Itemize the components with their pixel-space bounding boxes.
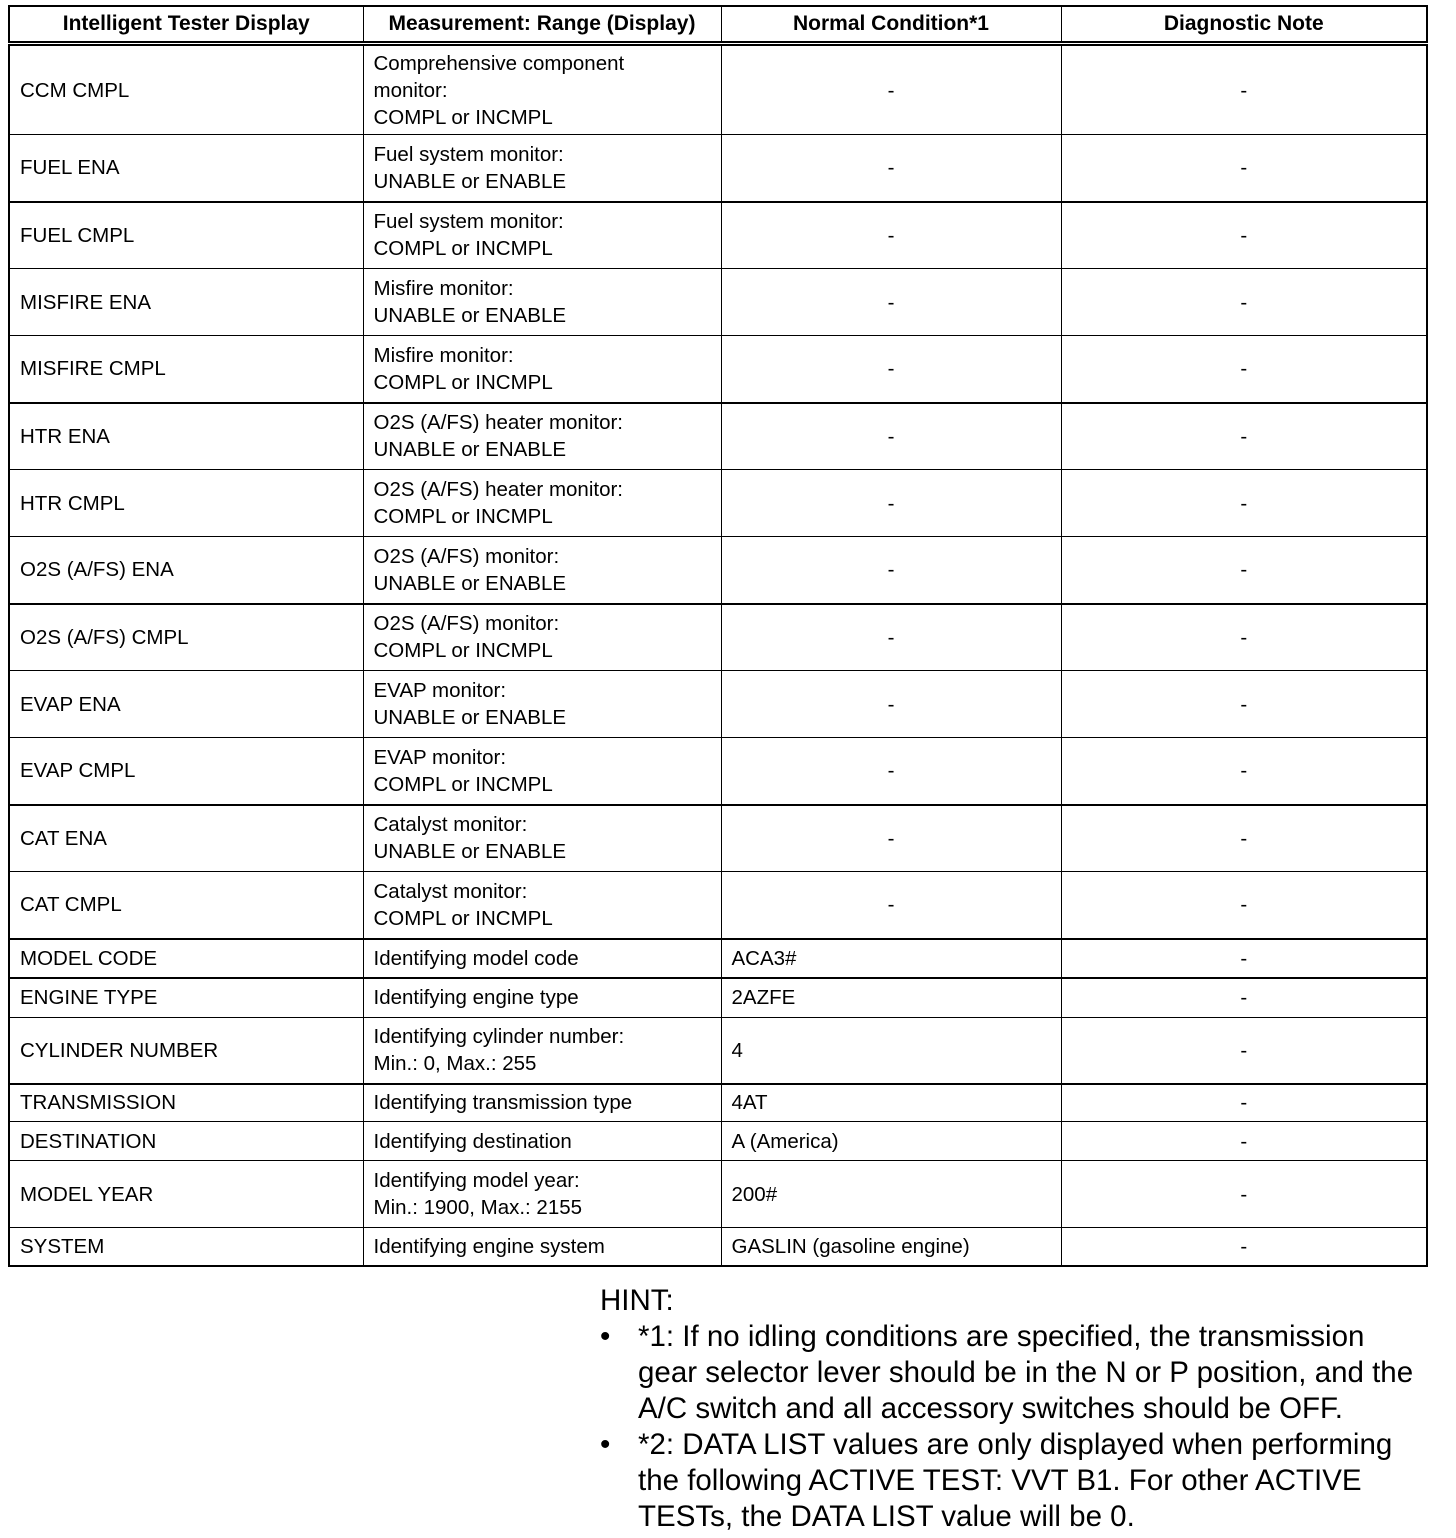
cell-normal-condition: - [721, 135, 1061, 202]
cell-tester-display: CCM CMPL [9, 44, 363, 135]
cell-tester-display: EVAP CMPL [9, 738, 363, 805]
cell-normal-condition: 4AT [721, 1084, 1061, 1122]
cell-normal-condition: - [721, 44, 1061, 135]
table-row [9, 604, 1427, 671]
table-row [9, 44, 1427, 135]
header-diagnostic-note: Diagnostic Note [1061, 6, 1427, 44]
cell-tester-display: SYSTEM [9, 1228, 363, 1266]
cell-tester-display: FUEL ENA [9, 135, 363, 202]
cell-diagnostic-note: - [1061, 336, 1427, 403]
cell-diagnostic-note: - [1061, 403, 1427, 470]
header-normal-condition: Normal Condition*1 [721, 6, 1061, 44]
hint-list [600, 1319, 1430, 1535]
table-row [9, 671, 1427, 738]
header-measurement-range: Measurement: Range (Display) [363, 6, 721, 44]
cell-diagnostic-note: - [1061, 537, 1427, 604]
measurement-line: UNABLE or ENABLE [373, 169, 567, 193]
cell-diagnostic-note: - [1061, 1018, 1427, 1084]
data-list-table [8, 5, 1428, 1267]
cell-measurement-range [363, 537, 721, 604]
measurement-line: COMPL or INCMPL [373, 370, 553, 394]
measurement-line: UNABLE or ENABLE [373, 438, 567, 462]
bullet-icon: • [600, 1320, 611, 1353]
cell-measurement-range [363, 269, 721, 336]
table-row [9, 1122, 1427, 1161]
measurement-line: UNABLE or ENABLE [373, 304, 567, 327]
measurement-line: Identifying destination [373, 1129, 572, 1153]
cell-measurement-range [363, 44, 721, 135]
cell-diagnostic-note: - [1061, 805, 1427, 872]
cell-measurement-range [363, 872, 721, 939]
table-row [9, 135, 1427, 202]
cell-diagnostic-note: - [1061, 604, 1427, 671]
cell-measurement-range [363, 604, 721, 671]
cell-normal-condition: - [721, 336, 1061, 403]
table-row [9, 1084, 1427, 1122]
cell-measurement-range [363, 202, 721, 269]
measurement-line: UNABLE or ENABLE [373, 840, 567, 864]
cell-measurement-range [363, 336, 721, 403]
measurement-line: EVAP monitor: [373, 745, 507, 769]
cell-tester-display: O2S (A/FS) CMPL [9, 604, 363, 671]
cell-tester-display: MODEL YEAR [9, 1161, 363, 1228]
cell-normal-condition: - [721, 604, 1061, 671]
table-row [9, 872, 1427, 939]
cell-measurement-range [363, 135, 721, 202]
hint-item [600, 1319, 1430, 1427]
measurement-line: COMPL or INCMPL [373, 906, 553, 930]
cell-measurement-range [363, 1018, 721, 1084]
measurement-line: COMPL or INCMPL [373, 105, 553, 129]
cell-tester-display: ENGINE TYPE [9, 978, 363, 1018]
table-row [9, 202, 1427, 269]
measurement-line: Misfire monitor: [373, 343, 514, 367]
measurement-line: UNABLE or ENABLE [373, 571, 567, 595]
cell-normal-condition: - [721, 872, 1061, 939]
hint-section [600, 1283, 1430, 1535]
cell-measurement-range [363, 1084, 721, 1122]
measurement-line: O2S (A/FS) heater monitor: [373, 411, 624, 435]
measurement-line: COMPL or INCMPL [373, 505, 553, 528]
cell-normal-condition: - [721, 537, 1061, 604]
cell-measurement-range [363, 978, 721, 1018]
table-row [9, 1228, 1427, 1266]
measurement-line: Fuel system monitor: [373, 142, 564, 166]
cell-normal-condition: - [721, 269, 1061, 336]
hint-item [600, 1427, 1430, 1535]
measurement-line: COMPL or INCMPL [373, 772, 553, 796]
cell-diagnostic-note: - [1061, 135, 1427, 202]
cell-normal-condition: 200# [721, 1161, 1061, 1228]
cell-normal-condition: - [721, 470, 1061, 537]
measurement-line: O2S (A/FS) heater monitor: [373, 478, 624, 501]
hint-item-text: *1: If no idling conditions are specified, the transmission gear selector lever should be in the N or P position, and the A/C switch and all accessory switches should be OFF. [638, 1320, 1414, 1425]
measurement-line: UNABLE or ENABLE [373, 706, 567, 729]
measurement-line: Catalyst monitor: [373, 813, 528, 837]
cell-measurement-range [363, 1122, 721, 1161]
cell-tester-display: HTR CMPL [9, 470, 363, 537]
measurement-line: Identifying engine system [373, 1234, 605, 1258]
table-row [9, 805, 1427, 872]
cell-measurement-range [363, 805, 721, 872]
cell-normal-condition: - [721, 805, 1061, 872]
measurement-line: Fuel system monitor: [373, 210, 564, 234]
cell-normal-condition: 4 [721, 1018, 1061, 1084]
measurement-line: EVAP monitor: [373, 679, 507, 702]
cell-diagnostic-note: - [1061, 872, 1427, 939]
cell-diagnostic-note: - [1061, 939, 1427, 978]
table-row [9, 403, 1427, 470]
cell-measurement-range [363, 1228, 721, 1266]
measurement-line: O2S (A/FS) monitor: [373, 612, 560, 636]
bullet-icon: • [600, 1428, 611, 1461]
measurement-line: Catalyst monitor: [373, 879, 528, 903]
cell-normal-condition: - [721, 738, 1061, 805]
measurement-line: Comprehensive component [373, 51, 625, 75]
measurement-line: Min.: 0, Max.: 255 [373, 1052, 537, 1076]
cell-normal-condition: - [721, 202, 1061, 269]
measurement-line: monitor: [373, 78, 448, 102]
cell-tester-display: MISFIRE ENA [9, 269, 363, 336]
measurement-line: Identifying cylinder number: [373, 1025, 625, 1049]
cell-normal-condition: GASLIN (gasoline engine) [721, 1228, 1061, 1266]
measurement-line: Identifying model code [373, 946, 579, 970]
cell-diagnostic-note: - [1061, 738, 1427, 805]
table-row [9, 1161, 1427, 1228]
cell-diagnostic-note: - [1061, 1084, 1427, 1122]
measurement-line: Identifying transmission type [373, 1091, 633, 1115]
cell-tester-display: MISFIRE CMPL [9, 336, 363, 403]
cell-measurement-range [363, 671, 721, 738]
cell-measurement-range [363, 403, 721, 470]
table-row [9, 939, 1427, 978]
cell-measurement-range [363, 738, 721, 805]
cell-diagnostic-note: - [1061, 202, 1427, 269]
table-header-row [9, 6, 1427, 44]
cell-diagnostic-note: - [1061, 671, 1427, 738]
cell-diagnostic-note: - [1061, 470, 1427, 537]
cell-tester-display: DESTINATION [9, 1122, 363, 1161]
table-row [9, 738, 1427, 805]
cell-tester-display: FUEL CMPL [9, 202, 363, 269]
measurement-line: COMPL or INCMPL [373, 639, 553, 663]
measurement-line: Identifying engine type [373, 986, 579, 1010]
table-body [9, 44, 1427, 1266]
table-row [9, 336, 1427, 403]
measurement-line: O2S (A/FS) monitor: [373, 544, 560, 568]
cell-measurement-range [363, 939, 721, 978]
cell-normal-condition: ACA3# [721, 939, 1061, 978]
cell-diagnostic-note: - [1061, 1122, 1427, 1161]
cell-tester-display: CAT CMPL [9, 872, 363, 939]
cell-normal-condition: - [721, 671, 1061, 738]
cell-tester-display: TRANSMISSION [9, 1084, 363, 1122]
cell-tester-display: O2S (A/FS) ENA [9, 537, 363, 604]
table-row [9, 978, 1427, 1018]
cell-tester-display: CYLINDER NUMBER [9, 1018, 363, 1084]
measurement-line: COMPL or INCMPL [373, 237, 553, 261]
table-row [9, 470, 1427, 537]
cell-diagnostic-note: - [1061, 978, 1427, 1018]
cell-normal-condition: A (America) [721, 1122, 1061, 1161]
cell-diagnostic-note: - [1061, 1228, 1427, 1266]
table-row [9, 537, 1427, 604]
cell-diagnostic-note: - [1061, 44, 1427, 135]
table-row [9, 1018, 1427, 1084]
hint-item-text: *2: DATA LIST values are only displayed when performing the following ACTIVE TEST: VVT B1. For other ACTIVE TESTs, the DATA LIST value will be 0. [638, 1428, 1393, 1533]
cell-tester-display: MODEL CODE [9, 939, 363, 978]
table-row [9, 269, 1427, 336]
cell-normal-condition: 2AZFE [721, 978, 1061, 1018]
cell-tester-display: EVAP ENA [9, 671, 363, 738]
header-tester-display: Intelligent Tester Display [9, 6, 363, 44]
measurement-line: Misfire monitor: [373, 277, 514, 300]
hint-title: HINT: [600, 1284, 674, 1317]
cell-diagnostic-note: - [1061, 1161, 1427, 1228]
cell-normal-condition: - [721, 403, 1061, 470]
cell-diagnostic-note: - [1061, 269, 1427, 336]
measurement-line: Identifying model year: [373, 1169, 580, 1192]
cell-measurement-range [363, 1161, 721, 1228]
cell-tester-display: HTR ENA [9, 403, 363, 470]
measurement-line: Min.: 1900, Max.: 2155 [373, 1196, 583, 1219]
cell-tester-display: CAT ENA [9, 805, 363, 872]
cell-measurement-range [363, 470, 721, 537]
